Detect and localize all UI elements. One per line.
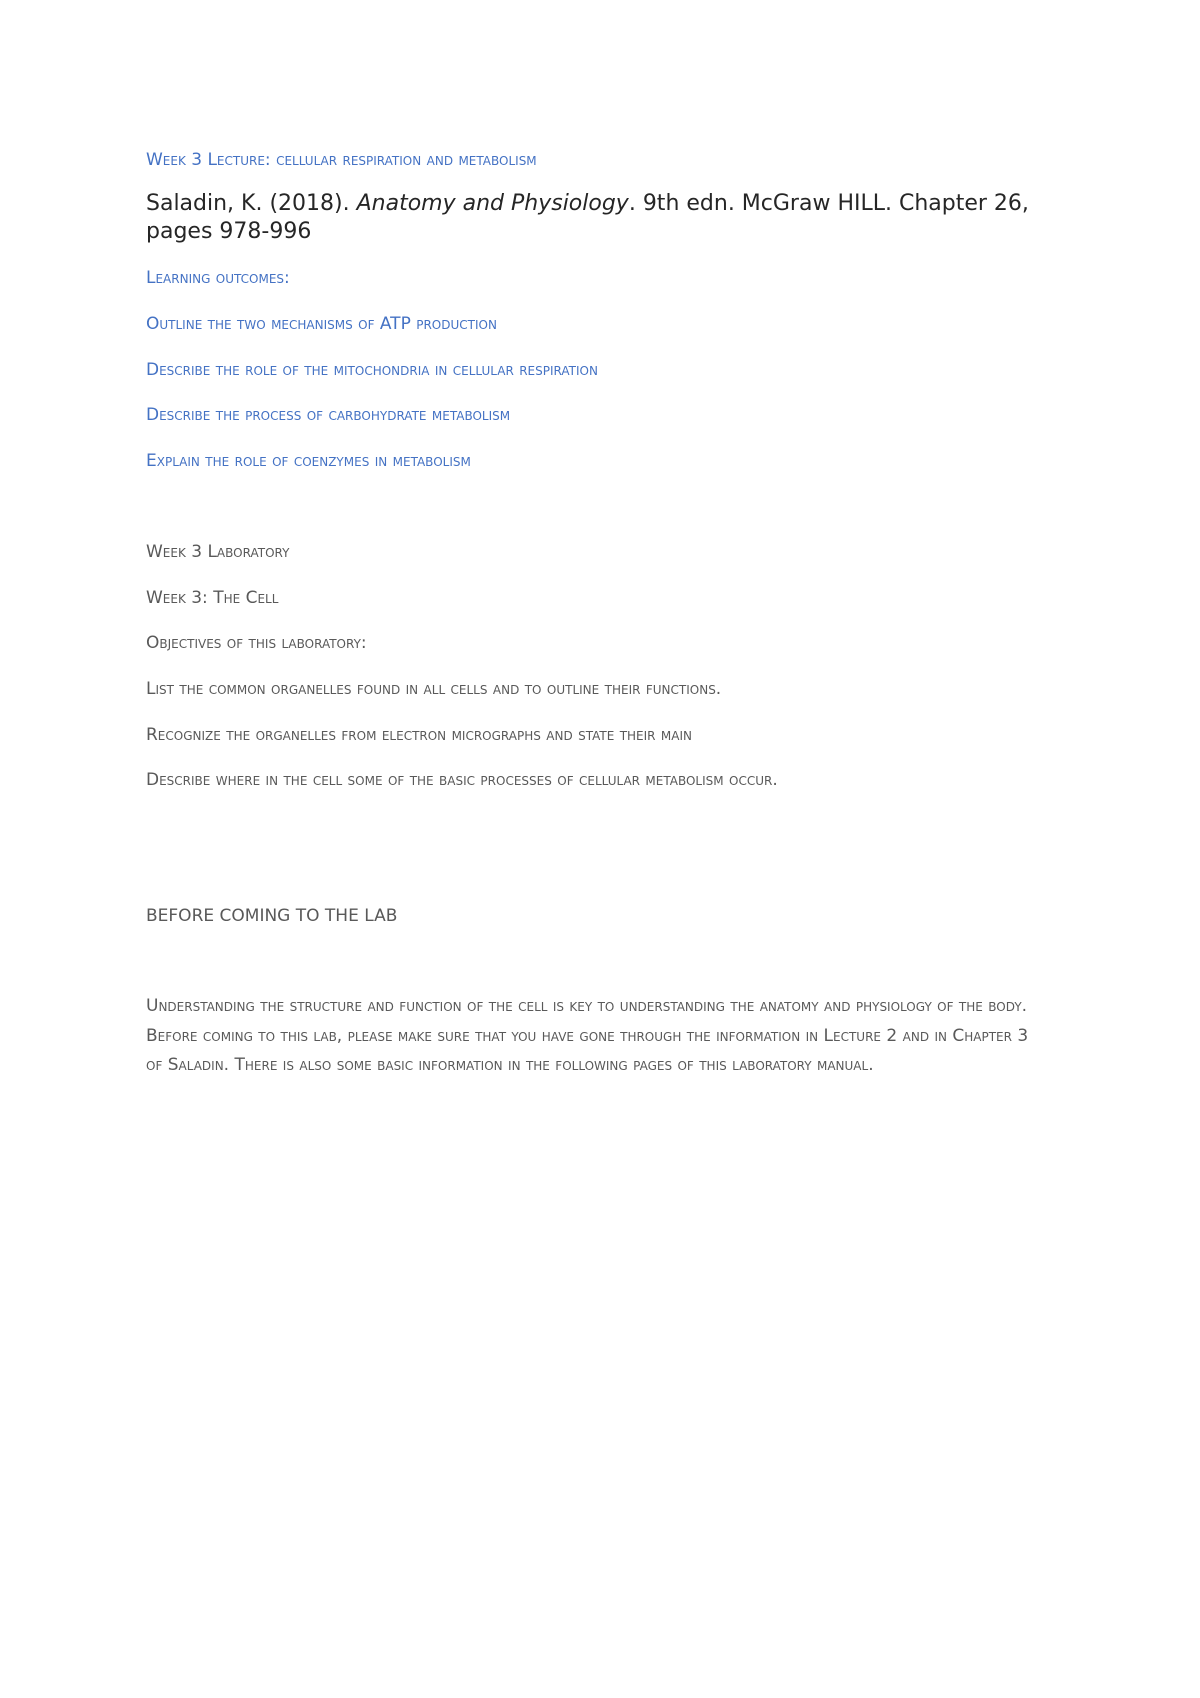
lecture-heading: Week 3 Lecture: cellular respiration and metabolism bbox=[146, 150, 537, 170]
learning-outcomes-heading: Learning outcomes: bbox=[146, 268, 290, 288]
before-lab-paragraph: Understanding the structure and function of the cell is key to understanding the anatomy and physiology of the body. Before coming to this lab, please make sure that you have gone through the information in Lecture 2 and in Chapter 3 of Saladin. There is also some basic information in the following pages of this laboratory manual. bbox=[146, 996, 1029, 1075]
learning-outcome-item: Describe the role of the mitochondria in cellular respiration bbox=[146, 360, 598, 380]
before-lab-heading: BEFORE COMING TO THE LAB bbox=[146, 906, 398, 926]
learning-outcome-item: Explain the role of coenzymes in metabolism bbox=[146, 451, 471, 471]
objective-item: List the common organelles found in all cells and to outline their functions. bbox=[146, 679, 722, 699]
objectives-heading: Objectives of this laboratory: bbox=[146, 633, 367, 653]
objective-item: Recognize the organelles from electron micrographs and state their main bbox=[146, 725, 692, 745]
laboratory-heading: Week 3 Laboratory bbox=[146, 542, 290, 562]
learning-outcome-item: Outline the two mechanisms of ATP production bbox=[146, 314, 497, 334]
textbook-citation bbox=[146, 190, 1066, 246]
citation-details: . 9th edn. McGraw HILL. Chapter 26, pages 978-996 bbox=[146, 191, 1029, 244]
citation-authors: Saladin, K. (2018). bbox=[146, 191, 357, 216]
laboratory-subheading: Week 3: The Cell bbox=[146, 588, 279, 608]
learning-outcome-item: Describe the process of carbohydrate metabolism bbox=[146, 405, 511, 425]
objective-item: Describe where in the cell some of the basic processes of cellular metabolism occur. bbox=[146, 770, 778, 790]
citation-title: Anatomy and Physiology bbox=[356, 191, 629, 216]
